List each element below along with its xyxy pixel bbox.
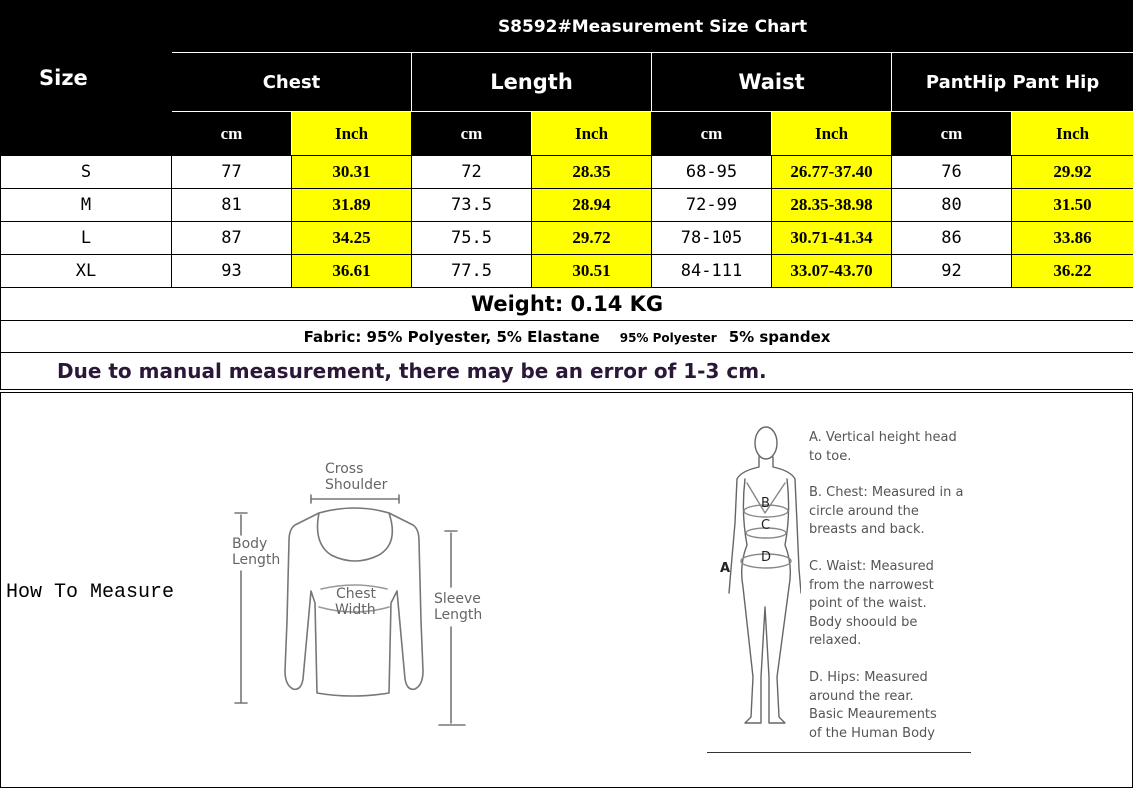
waist-inch-cell: 26.77-37.40: [772, 156, 892, 189]
length-inch-cell: 28.35: [532, 156, 652, 189]
unit-inch: Inch: [772, 112, 892, 156]
unit-cm: cm: [892, 112, 1012, 156]
hip-inch-cell: 33.86: [1012, 222, 1133, 255]
diagram-underline: [707, 752, 971, 753]
body-length-label-1: Body: [232, 536, 268, 552]
body-length-label-2: Length: [232, 552, 281, 568]
hip-inch-cell: 29.92: [1012, 156, 1133, 189]
waist-inch-cell: 33.07-43.70: [772, 255, 892, 288]
hip-cm-cell: 86: [892, 222, 1012, 255]
how-to-measure-label: How To Measure: [6, 581, 175, 604]
chart-title: S8592#Measurement Size Chart: [172, 1, 1133, 53]
waist-cm-cell: 68-95: [652, 156, 772, 189]
unit-inch: Inch: [532, 112, 652, 156]
chest-inch-cell: 34.25: [292, 222, 412, 255]
hip-cm-cell: 76: [892, 156, 1012, 189]
label-c: C: [761, 518, 771, 533]
unit-inch: Inch: [1012, 112, 1133, 156]
size-cell: S: [1, 156, 172, 189]
hip-cm-cell: 80: [892, 189, 1012, 222]
length-inch-cell: 29.72: [532, 222, 652, 255]
hip-cm-cell: 92: [892, 255, 1012, 288]
hip-inch-cell: 31.50: [1012, 189, 1133, 222]
size-header: Size: [1, 1, 172, 156]
table-row: [1, 156, 1133, 189]
unit-cm: cm: [172, 112, 292, 156]
fabric-row: [1, 321, 1133, 353]
group-waist: Waist: [652, 53, 892, 112]
waist-cm-cell: 78-105: [652, 222, 772, 255]
fabric-small-text: 95% Polyester: [619, 330, 717, 345]
label-d: D: [761, 550, 772, 565]
size-cell: XL: [1, 255, 172, 288]
group-hip: PantHip Pant Hip: [892, 53, 1133, 112]
note-b: B. Chest: Measured in a circle around the breasts and back.: [809, 485, 964, 537]
waist-cm-cell: 72-99: [652, 189, 772, 222]
unit-cm: cm: [412, 112, 532, 156]
table-row: [1, 222, 1133, 255]
how-to-measure-section: [0, 392, 1133, 788]
size-cell: M: [1, 189, 172, 222]
label-b: B: [761, 496, 770, 511]
hip-inch-cell: 36.22: [1012, 255, 1133, 288]
waist-inch-cell: 28.35-38.98: [772, 189, 892, 222]
sleeve-length-label-1: Sleeve: [434, 591, 481, 607]
chest-cm-cell: 87: [172, 222, 292, 255]
measurement-note: Due to manual measurement, there may be an error of 1-3 cm.: [1, 353, 1133, 390]
chest-inch-cell: 30.31: [292, 156, 412, 189]
table-row: [1, 189, 1133, 222]
cross-shoulder-label-1: Cross: [325, 461, 364, 477]
chest-width-label-2: Width: [335, 602, 376, 618]
chest-width-label-1: Chest: [336, 586, 377, 602]
chest-inch-cell: 36.61: [292, 255, 412, 288]
length-cm-cell: 75.5: [412, 222, 532, 255]
waist-inch-cell: 30.71-41.34: [772, 222, 892, 255]
length-inch-cell: 30.51: [532, 255, 652, 288]
fabric-main-text: Fabric: 95% Polyester, 5% Elastane: [303, 327, 600, 346]
sweater-measure-diagram: [229, 441, 491, 741]
chest-cm-cell: 77: [172, 156, 292, 189]
group-length: Length: [412, 53, 652, 112]
chest-cm-cell: 81: [172, 189, 292, 222]
waist-cm-cell: 84-111: [652, 255, 772, 288]
body-outline: [701, 417, 801, 747]
chest-inch-cell: 31.89: [292, 189, 412, 222]
size-cell: L: [1, 222, 172, 255]
body-measure-diagram: [701, 417, 991, 777]
chest-cm-cell: 93: [172, 255, 292, 288]
length-cm-cell: 73.5: [412, 189, 532, 222]
note-c: C. Waist: Measured from the narrowest point of the waist. Body shoould be relaxed.: [809, 559, 934, 648]
size-chart-table: [0, 0, 1133, 390]
note-d: D. Hips: Measured around the rear. Basic Meaurements of the Human Body: [809, 670, 937, 741]
sleeve-length-label-2: Length: [434, 607, 483, 623]
group-chest: Chest: [172, 53, 412, 112]
length-cm-cell: 72: [412, 156, 532, 189]
fabric-extra-text: 5% spandex: [728, 327, 831, 346]
table-row: [1, 255, 1133, 288]
label-a: A: [720, 561, 731, 576]
unit-cm: cm: [652, 112, 772, 156]
weight-text: Weight: 0.14 KG: [1, 288, 1133, 321]
unit-inch: Inch: [292, 112, 412, 156]
length-cm-cell: 77.5: [412, 255, 532, 288]
cross-shoulder-label-2: Shoulder: [325, 477, 388, 493]
note-a: A. Vertical height head to toe.: [809, 430, 957, 464]
length-inch-cell: 28.94: [532, 189, 652, 222]
sweater-collar: [318, 508, 393, 561]
